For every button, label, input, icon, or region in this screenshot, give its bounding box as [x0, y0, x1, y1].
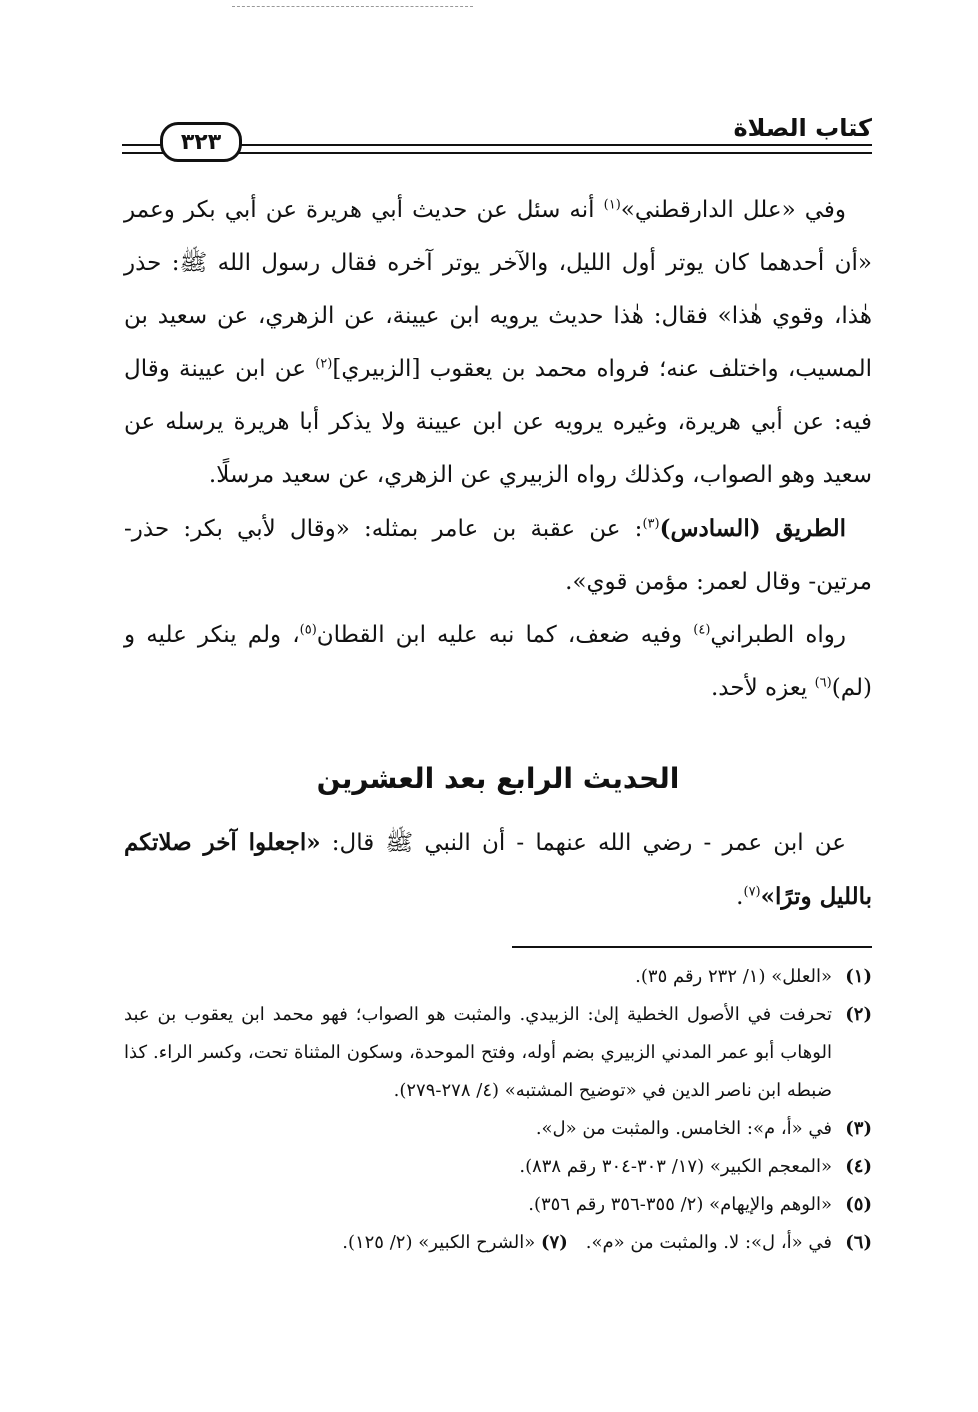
main-text: [124, 184, 872, 715]
hadith-end: .: [736, 884, 744, 910]
footnote-text: «الشرح الكبير» (٢/ ١٢٥).: [342, 1232, 536, 1253]
paragraph-3-part-b: وفيه ضعف، كما نبه عليه ابن القطان: [316, 622, 694, 648]
footnote-2: [124, 996, 872, 1110]
running-title: كتاب الصلاة: [733, 114, 872, 142]
footnote-number: (٣): [845, 1118, 872, 1139]
footnote-text: تحرفت في الأصول الخطية إلىٰ: الزبيدي. والمثبت هو الصواب؛ فهو محمد ابن يعقوب بن عبد الوهاب أبو عمر المدني الزبيري بضم أوله، وفتح الموحدة، وسكون المثناة تحت، وكسر الراء. كذا ضبطه ابن ناصر الدين في «توضيح المشتبه» (٤/ ٢٧٨-٢٧٩).: [124, 1004, 832, 1101]
footnote-number: (٢): [845, 1004, 872, 1025]
footnotes: [124, 958, 872, 1262]
section-heading: الحديث الرابع بعد العشرين: [316, 762, 680, 795]
page-number: ٣٢٣: [160, 122, 242, 162]
paragraph-3-part-a: رواه الطبراني: [710, 622, 846, 648]
footnote-number: (٤): [845, 1156, 872, 1177]
paragraph-1-part-b: أنه سئل عن حديث أبي هريرة عن أبي بكر وعمر «أن أحدهما كان يوتر أول الليل، والآخر يوتر آخره فقال رسول الله ﷺ: حذر هٰذا، وقوي هٰذا» فقال: هٰذا حديث يرويه ابن عيينة، عن الزهري، عن سعيد بن المسيب، واختلف عنه؛ فرواه محمد بن يعقوب [الزبيري]: [124, 197, 872, 382]
top-scan-rule: [232, 6, 473, 7]
footnote-1: [124, 958, 872, 996]
footnote-5: [124, 1186, 872, 1224]
hadith-text: [124, 816, 872, 924]
paragraph-3: [124, 609, 872, 715]
footnote-text: «الوهم والإيهام» (٢/ ٣٥٥-٣٥٦ رقم ٣٥٦).: [528, 1194, 832, 1215]
footnote-ref-5[interactable]: (٥): [299, 622, 317, 638]
footnote-6-7: [124, 1224, 872, 1262]
footnote-ref-7[interactable]: (٧): [743, 884, 761, 900]
footnote-number: (٦): [845, 1232, 872, 1253]
footnote-number: (٥): [845, 1194, 872, 1215]
footnote-ref-1[interactable]: (١): [603, 197, 621, 213]
footnote-number: (٧): [541, 1232, 568, 1253]
footnote-text: في «أ، م»: الخامس. والمثبت من «ل».: [535, 1118, 832, 1139]
hadith-paragraph: [124, 816, 872, 924]
paragraph-2-text: : عن عقبة بن عامر بمثله: «وقال لأبي بكر: حذر- مرتين- وقال لعمر: مؤمن قوي».: [124, 516, 872, 595]
footnote-separator: [512, 946, 872, 948]
paragraph-3-part-c: ، ولم ينكر عليه و (لم): [124, 622, 872, 701]
footnote-4: [124, 1148, 872, 1186]
footnote-ref-4[interactable]: (٤): [693, 622, 711, 638]
footnote-text: في «أ، ل»: لا. والمثبت من «م».: [585, 1232, 832, 1253]
hadith-quote: «اجعلوا آخر صلاتكم بالليل وترًا»: [124, 829, 872, 910]
footnote-number: (١): [845, 966, 872, 987]
footnote-text: «العلل» (١/ ٢٣٢ رقم ٣٥).: [635, 966, 832, 987]
footnote-ref-6[interactable]: (٦): [814, 675, 832, 691]
paragraph-1-part-c: عن ابن عيينة وقال فيه: عن أبي هريرة، وغيره يرويه عن ابن عيينة ولا يذكر أبا هريرة يرسله عن سعيد وهو الصواب، وكذلك رواه الزبيري عن الزهري، عن سعيد مرسلًا.: [124, 356, 872, 488]
route-heading: الطريق (السادس): [659, 515, 846, 542]
paragraph-3-part-d: يعزه لأحد.: [711, 675, 815, 701]
footnote-ref-2[interactable]: (٢): [315, 356, 333, 372]
footnote-3: [124, 1110, 872, 1148]
paragraph-1-part-a: وفي «علل الدارقطني»: [620, 197, 847, 223]
footnote-ref-3[interactable]: (٣): [642, 516, 660, 532]
hadith-intro: عن ابن عمر - رضي الله عنهما - أن النبي ﷺ قال:: [320, 830, 846, 856]
paragraph-1: [124, 184, 872, 502]
footnote-text: «المعجم الكبير» (١٧/ ٣٠٣-٣٠٤ رقم ٨٣٨).: [519, 1156, 832, 1177]
paragraph-2: [124, 502, 872, 609]
page-header: [122, 110, 872, 156]
